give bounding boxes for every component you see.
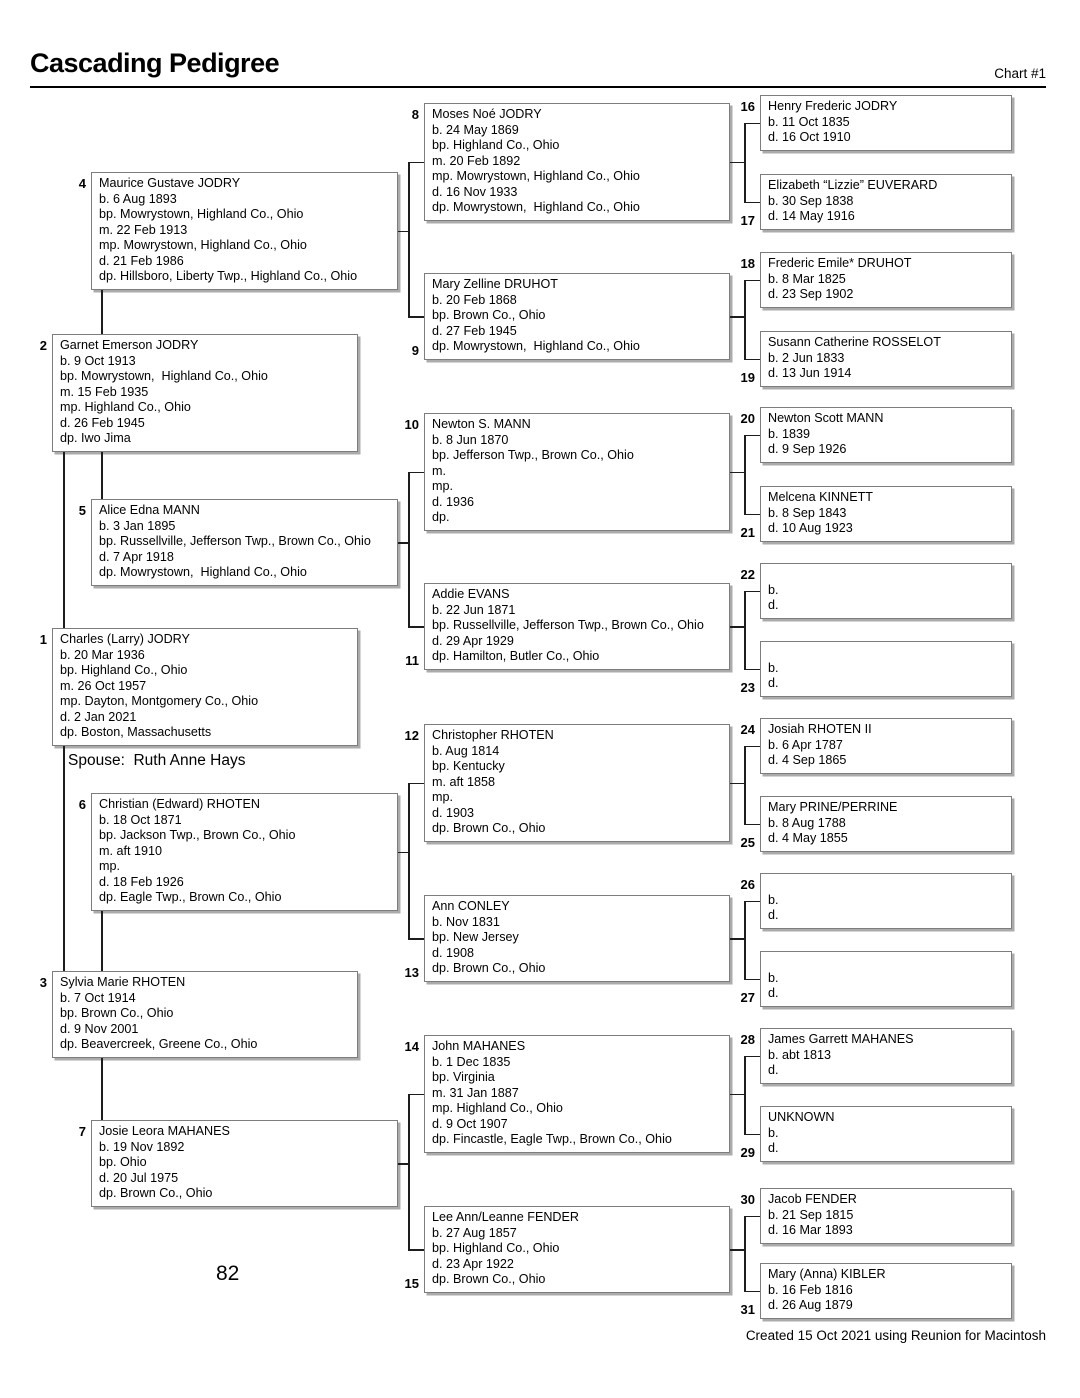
person-detail-line: d. 4 Sep 1865 <box>768 753 847 767</box>
person-detail-line: d. 16 Oct 1910 <box>768 130 851 144</box>
connector-line <box>101 911 103 972</box>
person-box-25 <box>760 796 1012 852</box>
person-detail-line: d. 29 Apr 1929 <box>432 633 514 648</box>
person-box-8 <box>424 103 730 221</box>
connector-line <box>730 626 744 628</box>
person-detail-line: bp. Brown Co., Ohio <box>432 308 546 322</box>
person-detail-line: d. <box>768 908 779 922</box>
person-detail-line: d. 10 Aug 1923 <box>768 521 853 535</box>
person-number-28: 28 <box>740 1032 755 1047</box>
person-box-11 <box>424 583 730 670</box>
person-name: Mary (Anna) KIBLER <box>768 1267 886 1281</box>
person-box-13 <box>424 895 730 982</box>
person-detail-line: b. 8 Mar 1825 <box>768 271 846 286</box>
person-detail-line: d. 18 Feb 1926 <box>99 874 184 889</box>
person-detail-line: m. 15 Feb 1935 <box>60 384 149 399</box>
person-detail-line: m. 22 Feb 1913 <box>99 222 188 237</box>
person-detail-line: b. Nov 1831 <box>432 914 500 929</box>
person-detail-line: d. 16 Mar 1893 <box>768 1223 853 1237</box>
connector-line <box>744 202 760 204</box>
chart-number-label: Chart #1 <box>994 66 1046 81</box>
person-number-2: 2 <box>39 338 47 353</box>
connector-line <box>744 1056 760 1058</box>
connector-line <box>744 1216 746 1293</box>
connector-line <box>744 979 760 981</box>
person-detail-line: b. 8 Jun 1870 <box>432 432 509 447</box>
person-box-5 <box>91 499 398 586</box>
person-detail-line: b. <box>768 582 779 597</box>
person-name: Moses Noé JODRY <box>432 107 542 121</box>
person-number-27: 27 <box>740 989 755 1005</box>
connector-line <box>744 435 746 516</box>
person-detail-line: b. <box>768 892 779 907</box>
person-box-21 <box>760 486 1012 542</box>
person-box-17 <box>760 174 1012 230</box>
person-box-14 <box>424 1035 730 1153</box>
connector-line <box>408 162 424 164</box>
person-detail-line: mp. Mowrystown, Highland Co., Ohio <box>432 169 640 183</box>
person-number-3: 3 <box>39 975 47 990</box>
person-name <box>768 645 1006 661</box>
person-name: Henry Frederic JODRY <box>768 99 898 113</box>
connector-line <box>398 852 408 854</box>
person-number-7: 7 <box>78 1124 86 1139</box>
connector-line <box>408 938 424 940</box>
person-name: UNKNOWN <box>768 1110 835 1124</box>
person-detail-line: d. 21 Feb 1986 <box>99 253 184 268</box>
person-detail-line: b. 7 Oct 1914 <box>60 990 136 1005</box>
person-number-1: 1 <box>39 632 47 647</box>
person-detail-line: d. 1903 <box>432 805 475 820</box>
person-name: Mary PRINE/PERRINE <box>768 800 898 814</box>
person-detail-line: dp. Mowrystown, Highland Co., Ohio <box>432 339 640 353</box>
connector-line <box>730 938 744 940</box>
connector-line <box>730 1094 744 1096</box>
connector-line <box>744 901 760 903</box>
connector-line <box>408 783 424 785</box>
connector-line <box>101 290 103 335</box>
connector-line <box>408 1094 410 1251</box>
person-box-15 <box>424 1206 730 1293</box>
person-detail-line: dp. Iwo Jima <box>60 431 131 445</box>
person-detail-line: dp. Mowrystown, Highland Co., Ohio <box>99 565 307 579</box>
person-box-20 <box>760 407 1012 463</box>
person-detail-line: b. 6 Apr 1787 <box>768 737 843 752</box>
person-name: Frederic Emile* DRUHOT <box>768 256 912 270</box>
person-detail-line: bp. Russellville, Jefferson Twp., Brown Co., Ohio <box>99 534 371 548</box>
person-detail-line: b. 22 Jun 1871 <box>432 602 516 617</box>
connector-line <box>408 472 424 474</box>
connector-line <box>744 824 760 826</box>
page-number: 82 <box>216 1262 240 1285</box>
person-number-23: 23 <box>740 679 755 695</box>
person-detail-line: dp. Boston, Massachusetts <box>60 725 212 739</box>
person-box-16 <box>760 95 1012 151</box>
connector-line <box>101 452 103 500</box>
connector-line <box>398 231 408 233</box>
person-number-8: 8 <box>411 107 419 122</box>
person-detail-line: b. 18 Oct 1871 <box>99 812 182 827</box>
connector-line <box>408 1249 424 1251</box>
person-detail-line: mp. Highland Co., Ohio <box>60 400 191 414</box>
person-detail-line: dp. Brown Co., Ohio <box>432 961 546 975</box>
person-detail-line: dp. Beavercreek, Greene Co., Ohio <box>60 1037 258 1051</box>
person-detail-line: b. 8 Sep 1843 <box>768 505 847 520</box>
person-detail-line: b. 27 Aug 1857 <box>432 1225 517 1240</box>
person-number-18: 18 <box>740 256 755 271</box>
person-box-7 <box>91 1120 398 1207</box>
connector-line <box>730 162 744 164</box>
person-name: Newton Scott MANN <box>768 411 884 425</box>
person-number-24: 24 <box>740 722 755 737</box>
connector-line <box>744 1216 760 1218</box>
person-name: Mary Zelline DRUHOT <box>432 277 558 291</box>
person-box-31 <box>760 1263 1012 1319</box>
person-detail-line: d. 16 Nov 1933 <box>432 184 518 199</box>
person-detail-line: dp. <box>432 510 450 524</box>
person-detail-line: d. 1936 <box>432 494 475 509</box>
connector-line <box>101 1058 103 1121</box>
person-number-19: 19 <box>740 369 755 385</box>
person-detail-line: b. 20 Mar 1936 <box>60 647 145 662</box>
person-name <box>768 567 1006 583</box>
connector-line <box>730 472 744 474</box>
person-detail-line: b. 21 Sep 1815 <box>768 1207 854 1222</box>
person-detail-line: bp. Russellville, Jefferson Twp., Brown Co., Ohio <box>432 618 704 632</box>
connector-line <box>744 746 746 826</box>
connector-line <box>408 316 424 318</box>
person-name: John MAHANES <box>432 1039 526 1053</box>
person-detail-line: bp. Virginia <box>432 1070 495 1084</box>
person-number-17: 17 <box>740 212 755 228</box>
connector-line <box>408 1094 424 1096</box>
person-detail-line: b. 20 Feb 1868 <box>432 292 517 307</box>
person-box-3 <box>52 971 358 1058</box>
person-detail-line: b. 1 Dec 1835 <box>432 1054 511 1069</box>
connector-line <box>744 669 760 671</box>
person-detail-line: dp. Eagle Twp., Brown Co., Ohio <box>99 890 282 904</box>
person-detail-line: d. <box>768 1063 779 1077</box>
connector-line <box>744 514 760 516</box>
person-box-1 <box>52 628 358 746</box>
person-detail-line: d. <box>768 1141 779 1155</box>
person-detail-line: bp. Highland Co., Ohio <box>432 1241 560 1255</box>
person-box-10 <box>424 413 730 531</box>
connector-line <box>744 1134 760 1136</box>
person-detail-line: bp. New Jersey <box>432 930 519 944</box>
person-number-14: 14 <box>404 1039 419 1054</box>
person-name: Melcena KINNETT <box>768 490 873 504</box>
person-name: Christopher RHOTEN <box>432 728 554 742</box>
person-name: Alice Edna MANN <box>99 503 200 517</box>
person-detail-line: d. 23 Apr 1922 <box>432 1256 514 1271</box>
person-box-18 <box>760 252 1012 308</box>
person-box-22 <box>760 563 1012 619</box>
person-detail-line: bp. Jackson Twp., Brown Co., Ohio <box>99 828 296 842</box>
connector-line <box>744 1056 746 1136</box>
person-name: Lee Ann/Leanne FENDER <box>432 1210 580 1224</box>
person-number-13: 13 <box>404 964 419 980</box>
person-box-28 <box>760 1028 1012 1084</box>
person-box-19 <box>760 331 1012 387</box>
person-number-26: 26 <box>740 877 755 892</box>
person-detail-line: b. 6 Aug 1893 <box>99 191 177 206</box>
created-note: Created 15 Oct 2021 using Reunion for Macintosh <box>745 1328 1046 1343</box>
person-box-9 <box>424 273 730 360</box>
person-detail-line: d. 26 Feb 1945 <box>60 415 145 430</box>
person-box-27 <box>760 951 1012 1007</box>
connector-line <box>744 280 746 361</box>
person-name: Sylvia Marie RHOTEN <box>60 975 186 989</box>
person-detail-line: b. abt 1813 <box>768 1047 832 1062</box>
person-detail-line: dp. Hamilton, Butler Co., Ohio <box>432 649 600 663</box>
connector-line <box>408 472 410 628</box>
person-detail-line: b. 2 Jun 1833 <box>768 350 845 365</box>
person-detail-line: b. <box>768 1125 779 1140</box>
connector-line <box>408 626 424 628</box>
connector-line <box>744 901 746 981</box>
person-detail-line: dp. Mowrystown, Highland Co., Ohio <box>432 200 640 214</box>
person-detail-line: d. 7 Apr 1918 <box>99 549 174 564</box>
person-name: James Garrett MAHANES <box>768 1032 914 1046</box>
person-number-11: 11 <box>405 652 419 668</box>
person-number-20: 20 <box>740 411 755 426</box>
person-detail-line: d. 14 May 1916 <box>768 209 855 223</box>
person-number-31: 31 <box>740 1301 755 1317</box>
connector-line <box>730 1249 744 1251</box>
person-name: Ann CONLEY <box>432 899 510 913</box>
person-detail-line: d. <box>768 676 779 690</box>
person-detail-line: d. 13 Jun 1914 <box>768 366 852 380</box>
person-detail-line: d. 27 Feb 1945 <box>432 323 517 338</box>
person-detail-line: b. Aug 1814 <box>432 743 500 758</box>
person-detail-line: d. 26 Aug 1879 <box>768 1298 853 1312</box>
person-detail-line: mp. <box>432 790 453 804</box>
person-detail-line: bp. Brown Co., Ohio <box>60 1006 174 1020</box>
person-box-2 <box>52 334 358 452</box>
connector-line <box>408 783 410 940</box>
person-box-4 <box>91 172 398 290</box>
connector-line <box>398 1163 408 1165</box>
person-detail-line: b. <box>768 970 779 985</box>
person-name: Josiah RHOTEN II <box>768 722 872 736</box>
person-detail-line: mp. Dayton, Montgomery Co., Ohio <box>60 694 259 708</box>
person-detail-line: bp. Kentucky <box>432 759 505 773</box>
person-number-5: 5 <box>78 503 86 518</box>
person-name <box>768 877 1006 893</box>
person-name: Charles (Larry) JODRY <box>60 632 190 646</box>
person-detail-line: dp. Hillsboro, Liberty Twp., Highland Co., Ohio <box>99 269 358 283</box>
title-divider <box>30 86 1046 88</box>
person-detail-line: d. 9 Sep 1926 <box>768 442 847 456</box>
person-number-6: 6 <box>78 797 86 812</box>
person-detail-line: b. 24 May 1869 <box>432 122 519 137</box>
person-box-12 <box>424 724 730 842</box>
connector-line <box>744 591 746 671</box>
person-name: Newton S. MANN <box>432 417 531 431</box>
person-detail-line: m. 31 Jan 1887 <box>432 1085 519 1100</box>
person-detail-line: m. 26 Oct 1957 <box>60 678 147 693</box>
person-box-23 <box>760 641 1012 697</box>
person-name: Addie EVANS <box>432 587 510 601</box>
person-detail-line: dp. Fincastle, Eagle Twp., Brown Co., Ohio <box>432 1132 672 1146</box>
person-detail-line: b. 11 Oct 1835 <box>768 114 850 129</box>
connector-line <box>63 452 65 629</box>
person-detail-line: dp. Brown Co., Ohio <box>432 1272 546 1286</box>
connector-line <box>744 746 760 748</box>
connector-line <box>744 435 760 437</box>
person-detail-line: b. <box>768 660 779 675</box>
person-name: Susann Catherine ROSSELOT <box>768 335 941 349</box>
person-name: Christian (Edward) RHOTEN <box>99 797 260 811</box>
person-number-10: 10 <box>404 417 419 432</box>
person-detail-line: d. 9 Nov 2001 <box>60 1021 139 1036</box>
person-detail-line: b. 9 Oct 1913 <box>60 353 136 368</box>
person-detail-line: d. 23 Sep 1902 <box>768 287 854 301</box>
connector-line <box>744 591 760 593</box>
person-detail-line: b. 19 Nov 1892 <box>99 1139 185 1154</box>
person-detail-line: m. aft 1910 <box>99 843 163 858</box>
person-detail-line: bp. Mowrystown, Highland Co., Ohio <box>99 207 304 221</box>
person-detail-line: b. 30 Sep 1838 <box>768 193 854 208</box>
person-box-26 <box>760 873 1012 929</box>
person-name: Josie Leora MAHANES <box>99 1124 230 1138</box>
person-detail-line: mp. Mowrystown, Highland Co., Ohio <box>99 238 307 252</box>
connector-line <box>408 162 410 318</box>
person-detail-line: d. 9 Oct 1907 <box>432 1116 508 1131</box>
connector-line <box>744 1291 760 1293</box>
person-name <box>768 955 1006 971</box>
person-detail-line: bp. Highland Co., Ohio <box>432 138 560 152</box>
person-number-25: 25 <box>740 834 755 850</box>
connector-line <box>730 316 744 318</box>
person-detail-line: b. 8 Aug 1788 <box>768 815 846 830</box>
person-detail-line: mp. Highland Co., Ohio <box>432 1101 563 1115</box>
person-name: Garnet Emerson JODRY <box>60 338 199 352</box>
person-detail-line: bp. Mowrystown, Highland Co., Ohio <box>60 369 268 383</box>
person-detail-line: b. 3 Jan 1895 <box>99 518 176 533</box>
connector-line <box>730 783 744 785</box>
person-number-12: 12 <box>404 728 419 743</box>
person-number-15: 15 <box>404 1275 419 1291</box>
connector-line <box>744 280 760 282</box>
person-detail-line: bp. Jefferson Twp., Brown Co., Ohio <box>432 448 634 462</box>
person-number-30: 30 <box>740 1192 755 1207</box>
person-box-30 <box>760 1188 1012 1244</box>
connector-line <box>744 123 760 125</box>
person-detail-line: bp. Ohio <box>99 1155 147 1169</box>
person-detail-line: bp. Highland Co., Ohio <box>60 663 188 677</box>
connector-line <box>744 123 746 204</box>
person-detail-line: mp. <box>432 479 453 493</box>
person-number-21: 21 <box>740 524 755 540</box>
person-detail-line: dp. Brown Co., Ohio <box>432 821 546 835</box>
person-detail-line: d. <box>768 986 779 1000</box>
person-number-4: 4 <box>78 176 86 191</box>
person-name: Jacob FENDER <box>768 1192 857 1206</box>
person-detail-line: d. 20 Jul 1975 <box>99 1170 179 1185</box>
person-detail-line: d. 2 Jan 2021 <box>60 709 137 724</box>
person-box-29 <box>760 1106 1012 1162</box>
person-box-6 <box>91 793 398 911</box>
person-detail-line: b. 1839 <box>768 426 811 441</box>
page-title: Cascading Pedigree <box>30 48 280 78</box>
person-name: Maurice Gustave JODRY <box>99 176 241 190</box>
person-detail-line: mp. <box>99 859 120 873</box>
person-detail-line: b. 16 Feb 1816 <box>768 1282 853 1297</box>
person-number-9: 9 <box>411 342 419 358</box>
person-detail-line: d. 4 May 1855 <box>768 831 848 845</box>
person-detail-line: d. 1908 <box>432 945 475 960</box>
person-detail-line: m. <box>432 463 446 478</box>
spouse-note: Spouse: Ruth Anne Hays <box>68 752 246 769</box>
person-name: Elizabeth “Lizzie” EUVERARD <box>768 178 938 192</box>
connector-line <box>63 746 65 972</box>
person-detail-line: dp. Brown Co., Ohio <box>99 1186 213 1200</box>
person-box-24 <box>760 718 1012 774</box>
person-detail-line: d. <box>768 598 779 612</box>
person-detail-line: m. aft 1858 <box>432 774 496 789</box>
person-number-22: 22 <box>740 567 755 582</box>
person-detail-line: m. 20 Feb 1892 <box>432 153 521 168</box>
connector-line <box>744 359 760 361</box>
person-number-16: 16 <box>740 99 755 114</box>
connector-line <box>398 542 408 544</box>
person-number-29: 29 <box>740 1144 755 1160</box>
